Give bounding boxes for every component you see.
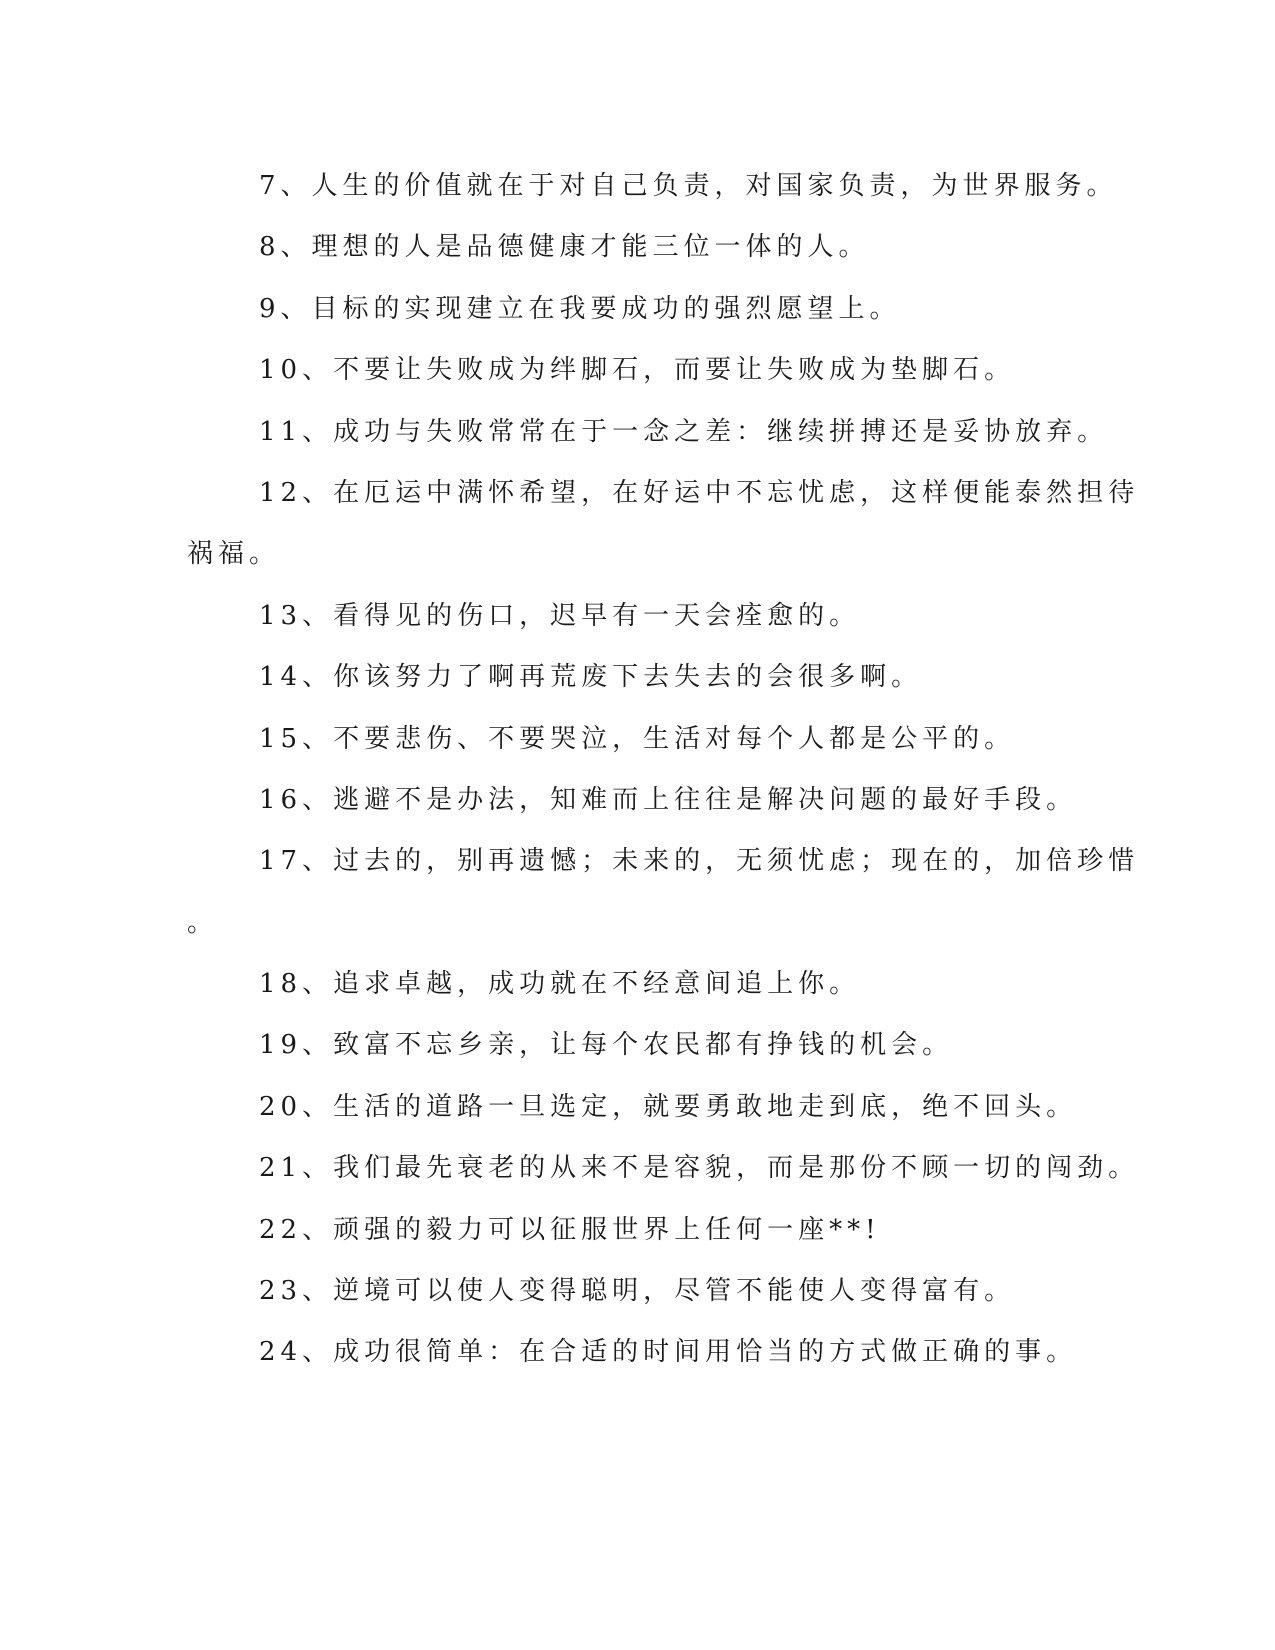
text-line-continuation: 。 bbox=[187, 907, 219, 938]
text-line: 17、过去的，别再遗憾；未来的，无须忧虑；现在的，加倍珍惜 bbox=[259, 846, 1140, 877]
text-line: 11、成功与失败常常在于一念之差：继续拼搏还是妥协放弃。 bbox=[259, 416, 1109, 447]
text-line: 7、人生的价值就在于对自己负责，对国家负责，为世界服务。 bbox=[259, 171, 1118, 201]
text-line: 19、致富不忘乡亲，让每个农民都有挣钱的机会。 bbox=[259, 1030, 954, 1061]
text-line: 24、成功很简单：在合适的时间用恰当的方式做正确的事。 bbox=[259, 1337, 1078, 1368]
text-line: 21、我们最先衰老的从来不是容貌，而是那份不顾一切的闯劲。 bbox=[259, 1153, 1140, 1184]
text-line: 9、目标的实现建立在我要成功的强烈愿望上。 bbox=[259, 293, 901, 324]
text-line: 10、不要让失败成为绊脚石，而要让失败成为垫脚石。 bbox=[259, 355, 1016, 386]
text-line: 20、生活的道路一旦选定，就要勇敢地走到底，绝不回头。 bbox=[259, 1091, 1078, 1122]
text-line: 23、逆境可以使人变得聪明，尽管不能使人变得富有。 bbox=[259, 1276, 1016, 1307]
text-line: 12、在厄运中满怀希望，在好运中不忘忧虑，这样便能泰然担待 bbox=[259, 477, 1140, 508]
document-body bbox=[187, 156, 1140, 1384]
text-line: 22、顽强的毅力可以征服世界上任何一座**! bbox=[259, 1214, 881, 1245]
text-line-continuation: 祸福。 bbox=[187, 539, 281, 570]
text-line: 13、看得见的伤口，迟早有一天会痊愈的。 bbox=[259, 600, 861, 631]
text-line: 14、你该努力了啊再荒废下去失去的会很多啊。 bbox=[259, 662, 923, 693]
text-line: 18、追求卓越，成功就在不经意间追上你。 bbox=[259, 969, 861, 1000]
text-line: 16、逃避不是办法，知难而上往往是解决问题的最好手段。 bbox=[259, 784, 1078, 815]
text-line: 15、不要悲伤、不要哭泣，生活对每个人都是公平的。 bbox=[259, 723, 1016, 754]
text-line: 8、理想的人是品德健康才能三位一体的人。 bbox=[259, 232, 870, 263]
